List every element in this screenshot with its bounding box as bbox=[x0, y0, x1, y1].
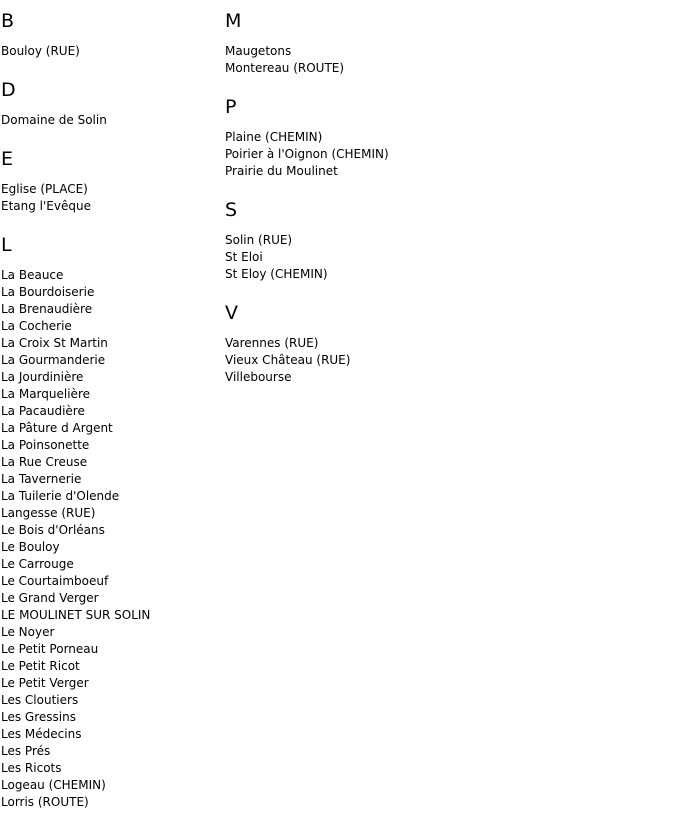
street-name: Les Médecins bbox=[1, 727, 82, 741]
street-name: Lorris (ROUTE) bbox=[1, 795, 89, 809]
street-list bbox=[1, 267, 221, 811]
street-name: Le Grand Verger bbox=[1, 591, 99, 605]
street-name: Les Cloutiers bbox=[1, 693, 79, 707]
letter-heading: E bbox=[1, 148, 14, 170]
street-name: Eglise (PLACE) bbox=[1, 182, 88, 196]
street-name: Maugetons bbox=[225, 44, 292, 58]
letter-heading: S bbox=[225, 199, 238, 221]
street-list bbox=[1, 181, 221, 215]
street-name: Varennes (RUE) bbox=[225, 336, 319, 350]
letter-group-s bbox=[225, 197, 525, 283]
street-index-left-column bbox=[1, 8, 221, 828]
street-name: Villebourse bbox=[225, 370, 292, 384]
street-name: Solin (RUE) bbox=[225, 233, 293, 247]
street-list bbox=[225, 43, 525, 77]
street-name: La Gourmanderie bbox=[1, 353, 106, 367]
street-name: La Croix St Martin bbox=[1, 336, 108, 350]
letter-heading: M bbox=[225, 10, 242, 32]
street-name: Le Petit Verger bbox=[1, 676, 89, 690]
street-list bbox=[225, 129, 525, 180]
street-name: Plaine (CHEMIN) bbox=[225, 130, 323, 144]
street-name: La Tavernerie bbox=[1, 472, 82, 486]
street-name: Prairie du Moulinet bbox=[225, 164, 338, 178]
street-name: St Eloi bbox=[225, 250, 263, 264]
street-name: Le Bois d'Orléans bbox=[1, 523, 105, 537]
letter-group-d bbox=[1, 77, 221, 129]
street-name: LE MOULINET SUR SOLIN bbox=[1, 608, 151, 622]
letter-group-l bbox=[1, 232, 221, 811]
letter-group-e bbox=[1, 146, 221, 215]
street-list bbox=[225, 335, 525, 386]
street-name: La Beauce bbox=[1, 268, 64, 282]
letter-heading: D bbox=[1, 79, 16, 101]
street-name: La Pacaudière bbox=[1, 404, 85, 418]
street-name: Le Bouloy bbox=[1, 540, 60, 554]
letter-group-p bbox=[225, 94, 525, 180]
street-name: La Marquelière bbox=[1, 387, 90, 401]
street-list bbox=[1, 43, 221, 60]
street-index-right-column bbox=[225, 8, 525, 403]
street-list bbox=[225, 232, 525, 283]
street-name: La Brenaudière bbox=[1, 302, 93, 316]
street-name: La Cocherie bbox=[1, 319, 72, 333]
street-name: Les Prés bbox=[1, 744, 51, 758]
street-name: St Eloy (CHEMIN) bbox=[225, 267, 328, 281]
letter-heading: B bbox=[1, 10, 15, 32]
street-name: Vieux Château (RUE) bbox=[225, 353, 351, 367]
street-name: Logeau (CHEMIN) bbox=[1, 778, 106, 792]
street-name: Poirier à l'Oignon (CHEMIN) bbox=[225, 147, 389, 161]
street-name: La Rue Creuse bbox=[1, 455, 88, 469]
street-name: Langesse (RUE) bbox=[1, 506, 96, 520]
street-name: Les Gressins bbox=[1, 710, 76, 724]
street-name: Etang l'Evêque bbox=[1, 199, 91, 213]
street-name: Le Petit Ricot bbox=[1, 659, 80, 673]
street-name: Les Ricots bbox=[1, 761, 62, 775]
letter-group-b bbox=[1, 8, 221, 60]
street-name: Le Petit Porneau bbox=[1, 642, 99, 656]
street-name: La Bourdoiserie bbox=[1, 285, 95, 299]
letter-heading: L bbox=[1, 234, 12, 256]
street-name: Bouloy (RUE) bbox=[1, 44, 80, 58]
street-name: La Poinsonette bbox=[1, 438, 90, 452]
street-name: Le Noyer bbox=[1, 625, 55, 639]
letter-group-m bbox=[225, 8, 525, 77]
street-name: Le Carrouge bbox=[1, 557, 74, 571]
street-name: Le Courtaimboeuf bbox=[1, 574, 109, 588]
street-name: La Pâture d Argent bbox=[1, 421, 113, 435]
street-name: Domaine de Solin bbox=[1, 113, 107, 127]
street-name: Montereau (ROUTE) bbox=[225, 61, 345, 75]
letter-group-v bbox=[225, 300, 525, 386]
letter-heading: P bbox=[225, 96, 237, 118]
street-name: La Jourdinière bbox=[1, 370, 84, 384]
street-list bbox=[1, 112, 221, 129]
letter-heading: V bbox=[225, 302, 238, 324]
street-name: La Tuilerie d'Olende bbox=[1, 489, 120, 503]
